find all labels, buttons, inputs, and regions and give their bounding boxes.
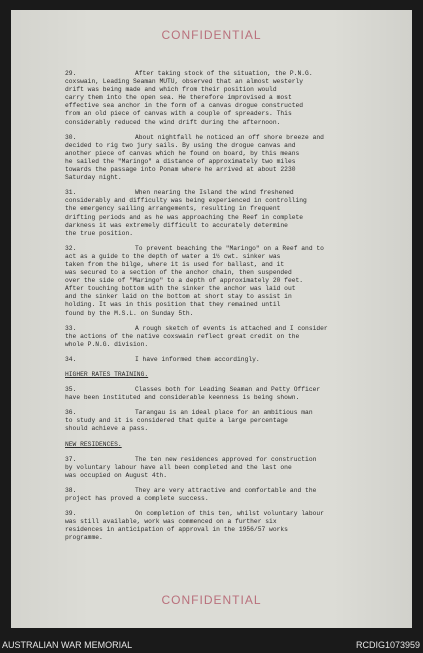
paragraph [65, 356, 403, 364]
paragraph-number: 30. [65, 133, 77, 141]
paragraph-text: When nearing the Island the wind freshened [135, 189, 294, 197]
section-sea-anchor [65, 70, 403, 364]
paragraph-line: he sailed the "Maringo" a distance of approximately two miles [65, 157, 296, 165]
paragraph-line: darkness it was extremely difficult to accurately determine [65, 221, 288, 229]
paragraph-first-line [65, 325, 403, 333]
paragraph-line: coxswain, Leading Seaman MUTU, observed that an almost westerly [65, 78, 304, 86]
paragraph [65, 134, 403, 183]
paragraph-line: another piece of canvas which he found on board, by this means [65, 149, 300, 157]
heading-new-residences: NEW RESIDENCES. [65, 440, 122, 448]
paragraph [65, 487, 403, 503]
paragraph-text: After taking stock of the situation, the P.N.G. [135, 70, 313, 77]
paragraph-line: the true position. [65, 229, 134, 237]
paragraph-text: Tarangau is an ideal place for an ambitious man [135, 409, 313, 417]
paragraph-number: 31. [65, 189, 77, 197]
paragraph-line: carry them into the open sea. He therefore improvised a most [65, 94, 292, 102]
paragraph-line: from an old piece of canvas with a couple of spreaders. This [65, 110, 292, 118]
paragraph [65, 325, 403, 349]
paragraph [65, 189, 403, 238]
paragraph-text: On completion of this ten, whilst voluntary labour [135, 510, 324, 518]
archive-name: AUSTRALIAN WAR MEMORIAL [2, 640, 133, 650]
paragraph-text: Classes both for Leading Seaman and Petty Officer [135, 386, 321, 394]
paragraph-first-line [65, 487, 403, 495]
paragraph-line: whole P.N.G. division. [65, 340, 149, 348]
heading-higher-rates-training: HIGHER RATES TRAINING. [65, 371, 149, 378]
paragraph-line: should achieve a pass. [65, 425, 149, 433]
paragraph-text: The ten new residences approved for construction [135, 455, 317, 463]
paragraph-line: was occupied on August 4th. [65, 471, 168, 479]
paragraph-first-line [65, 510, 403, 518]
paragraph-line: have been instituted and considerable keenness is being shown. [65, 394, 300, 402]
paragraph-first-line [65, 409, 403, 417]
paragraph-line: over the side of "Maringo" to a depth of approximately 20 feet. [65, 277, 304, 285]
paragraph-first-line [65, 189, 403, 197]
paragraph-line: was still available, work was commenced on a further six [65, 518, 277, 526]
paragraph-line: the emergency sailing arrangements, resulting in frequent [65, 205, 281, 213]
paragraph-first-line [65, 134, 403, 142]
paragraph-line: found by the M.S.L. on Sunday 5th. [65, 309, 194, 317]
paragraph-line: holding. It was in this position that they remained until [65, 301, 281, 309]
paragraph-number: 33. [65, 324, 77, 332]
paragraph-line: considerably and difficulty was being experienced in controlling [65, 197, 307, 205]
paragraph-number: 35. [65, 386, 77, 394]
paragraph-line: by voluntary labour have all been completed and the last one [65, 463, 292, 471]
paragraph [65, 456, 403, 480]
paragraph-number: 37. [65, 455, 77, 463]
archive-reference: RCDIG1073959 [355, 640, 420, 650]
paragraph-text: I have informed them accordingly. [135, 355, 260, 363]
paragraph-line: After touching bottom with the sinker the anchor was laid out [65, 285, 296, 293]
paragraph-line: to study and it is considered that quite a large percentage [65, 417, 288, 425]
paragraph-first-line [65, 356, 403, 364]
paragraph-text: They are very attractive and comfortable and the [135, 486, 317, 494]
paragraph-line: project has proved a complete success. [65, 495, 209, 503]
paragraph-number: 38. [65, 486, 77, 494]
paragraph-line: act as a guide to the depth of water a 1½ cwt. sinker was [65, 252, 281, 260]
paragraph-line: drifting periods and as he was approaching the Reef in complete [65, 213, 304, 221]
paragraph-line: Saturday night. [65, 174, 122, 182]
paragraph-line: and the sinker laid on the bottom at short stay to assist in [65, 293, 292, 301]
paragraph-line: towards the passage into Ponam where he arrived at about 2230 [65, 166, 296, 174]
document-body [65, 70, 403, 550]
paragraph [65, 70, 403, 127]
paragraph-first-line [65, 456, 403, 464]
paragraph [65, 386, 403, 402]
paragraph [65, 510, 403, 542]
paragraph-number: 34. [65, 355, 77, 363]
paragraph-number: 29. [65, 70, 77, 77]
paragraph [65, 409, 403, 433]
paragraph-first-line [65, 386, 403, 394]
confidential-stamp-bottom: CONFIDENTIAL [161, 593, 262, 607]
paragraph-text: To prevent beaching the "Maringo" on a Reef and to [135, 244, 324, 252]
paragraph-line: effective sea anchor in the form of a canvas drogue constructed [65, 102, 304, 110]
paragraph-number: 39. [65, 510, 77, 518]
paragraph-line: considerably reduced the wind drift during the afternoon. [65, 118, 281, 126]
paragraph-line: the actions of the native coxswain reflect great credit on the [65, 332, 300, 340]
paragraph-number: 32. [65, 244, 77, 252]
paragraph-line: drift was being made and which from their position would [65, 86, 277, 94]
paragraph-first-line [65, 245, 403, 253]
paragraph-line: programme. [65, 534, 103, 542]
paragraph-line: decided to rig two jury sails. By using the drogue canvas and [65, 141, 296, 149]
paragraph [65, 245, 403, 318]
section-higher-rates-training [65, 386, 403, 433]
paragraph-first-line [65, 70, 403, 78]
paragraph-line: residences in anticipation of approval in the 1956/57 works [65, 526, 288, 534]
paragraph-text: A rough sketch of events is attached and I consider [135, 324, 328, 332]
section-new-residences [65, 456, 403, 543]
paragraph-line: was secured to a section of the anchor chain, then suspended [65, 269, 292, 277]
paragraph-text: About nightfall he noticed an off shore breeze and [135, 133, 324, 141]
paragraph-line: taken from the bilge, where it is used for ballast, and it [65, 260, 285, 268]
confidential-stamp-top: CONFIDENTIAL [161, 28, 262, 42]
document-page [11, 10, 412, 628]
paragraph-number: 36. [65, 409, 77, 417]
archive-footer [0, 638, 423, 653]
